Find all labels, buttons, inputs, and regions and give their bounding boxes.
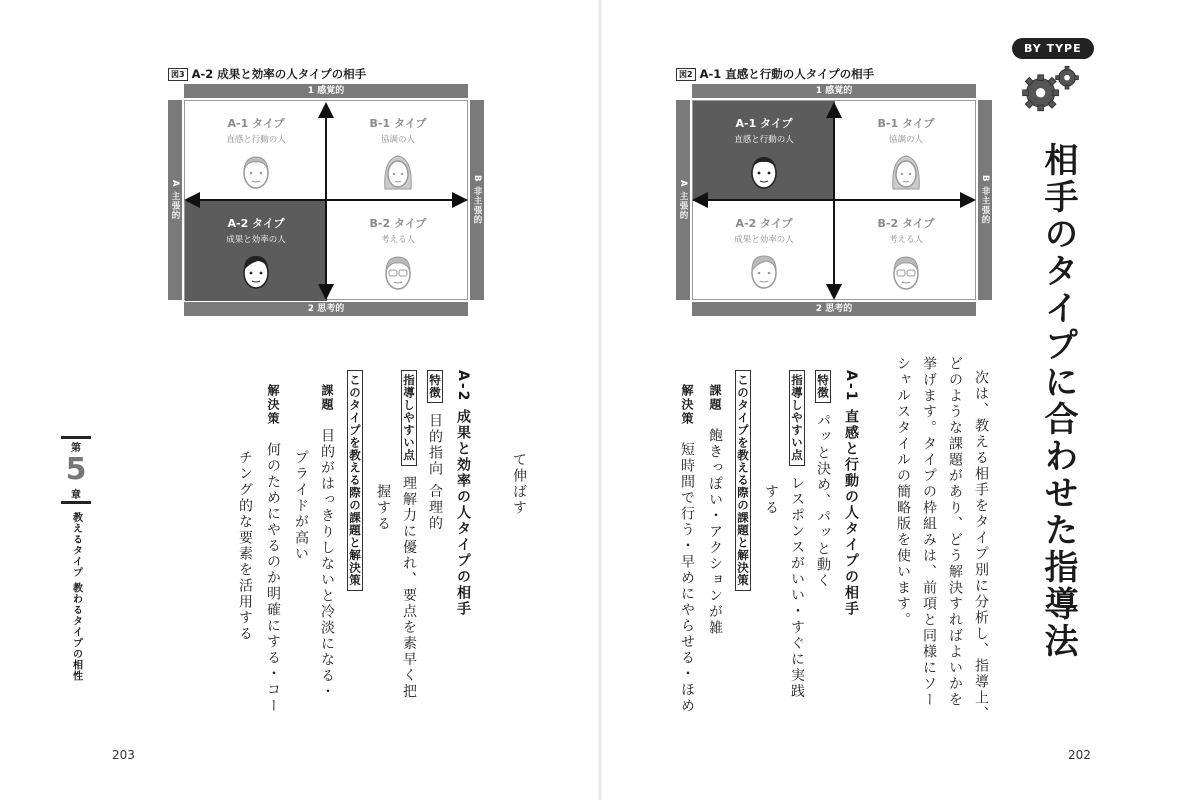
quadrant-a1-name-2: A-1 タイプ	[735, 117, 793, 130]
axis-left-band-2	[676, 100, 690, 300]
quadrant-b2-name-2: B-2 タイプ	[877, 217, 935, 230]
axes-arrows	[184, 100, 468, 300]
figure-3-caption-text: A-2 成果と効率の人タイプの相手	[191, 67, 367, 81]
guide-label-a2: 指導しやすい点	[401, 370, 417, 466]
intro-line-2: どのような課題があり、どう解決すればよいかを	[947, 356, 963, 708]
axis-right-label: B 非主張的	[472, 175, 482, 225]
issue-box-a2-label: このタイプを教える際の課題と解決策	[347, 370, 363, 591]
feature-label-a1: 特徴	[815, 370, 831, 403]
guide-row-a1	[786, 370, 808, 700]
page-gutter	[598, 0, 602, 800]
quadrant-a1-desc-2: 直感と行動の人	[734, 135, 794, 145]
issue-row-a2	[316, 384, 338, 700]
axis-right-label-2: B 非主張的	[980, 175, 990, 225]
solution-text-a1: 短時間で行う・早めにやらせる・ほめ	[679, 442, 695, 714]
quadrant-b2-desc-2: 考える人	[888, 235, 923, 245]
solution-row-a2	[262, 384, 284, 714]
section-heading-a2-text: A-2 成果と効率の人タイプの相手	[455, 370, 471, 618]
guide-text-a1-cont: する	[763, 484, 779, 516]
quadrant-a1-desc: 直感と行動の人	[226, 135, 286, 145]
issue-row-a1	[704, 384, 726, 636]
chapter-tab	[56, 436, 96, 681]
quadrant-a2-name: A-2 タイプ	[227, 217, 285, 230]
continuation-text: て伸ばす	[511, 452, 527, 516]
section-heading-a2	[452, 370, 474, 617]
section-heading-a1-text: A-1 直感と行動の人タイプの相手	[843, 370, 859, 618]
quadrant-a2-desc-2: 成果と効率の人	[734, 235, 794, 245]
axis-top-label-2: 1 感覚的	[692, 84, 976, 98]
axis-right-band-2	[978, 100, 992, 300]
quadrant-b2-name: B-2 タイプ	[369, 217, 427, 230]
feature-row-a1	[812, 370, 834, 589]
axis-bottom-label: 2 思考的	[184, 302, 468, 316]
feature-label-a2: 特徴	[427, 370, 443, 403]
issue-box-a1-label: このタイプを教える際の課題と解決策	[735, 370, 751, 591]
quadrant-b2-desc: 考える人	[380, 235, 415, 245]
chapter-rule-bottom	[61, 501, 91, 504]
solution-row-a1	[676, 384, 698, 714]
page-number-right: 202	[1068, 748, 1091, 762]
figure-3	[168, 66, 486, 326]
chapter-number: 5	[65, 452, 87, 487]
feature-text-a1: パッと決め、パッと動く	[815, 413, 831, 589]
axis-left-label: A 主張的	[170, 179, 180, 221]
figure-3-caption	[168, 66, 366, 82]
section-heading-a1	[840, 370, 862, 617]
axis-left-label-2: A 主張的	[678, 179, 688, 221]
issue-text-a2: 目的がはっきりしないと冷淡になる・	[319, 428, 335, 700]
solution-label-a1: 解決策	[680, 384, 694, 426]
figure-2-number: 図2	[676, 68, 696, 81]
figure-2	[676, 66, 994, 326]
quadrant-a1-name: A-1 タイプ	[227, 117, 285, 130]
guide-row-a2	[398, 370, 420, 700]
guide-text-a1: レスポンスがいい・すぐに実践	[789, 475, 805, 700]
figure-3-number: 図3	[168, 68, 188, 81]
axis-right-band	[470, 100, 484, 300]
feature-row-a2	[424, 370, 446, 531]
solution-text-a2-cont: チング的な要素を活用する	[237, 450, 253, 642]
chapter-sho: 章	[71, 490, 81, 501]
axis-bottom-label-2: 2 思考的	[692, 302, 976, 316]
intro-line-3: 挙げます。タイプの枠組みは、前項と同様にソー	[921, 356, 937, 708]
guide-label-a1: 指導しやすい点	[789, 370, 805, 466]
guide-text-a2: 理解力に優れ、要点を素早く把	[401, 475, 417, 700]
issue-text-a1: 飽きっぽい・アクションが雑	[707, 428, 723, 636]
page-title: 相手のタイプに合わせた指導法	[1038, 142, 1078, 660]
quadrant-a2-desc: 成果と効率の人	[226, 235, 286, 245]
issue-box-a2	[344, 370, 366, 591]
solution-label-a2: 解決策	[266, 384, 280, 426]
quadrant-b1-desc-2: 協調の人	[888, 135, 923, 145]
by-type-badge: BY TYPE	[1012, 38, 1094, 59]
page-number-left: 203	[112, 748, 135, 762]
issue-text-a2-cont: プライドが高い	[293, 450, 309, 562]
figure-2-caption-text: A-1 直感と行動の人タイプの相手	[699, 67, 875, 81]
chapter-title: 教えるタイプ 教わるタイプの相性	[70, 512, 82, 682]
gears-icon	[1018, 60, 1084, 118]
issue-label-a1: 課題	[708, 384, 722, 412]
solution-text-a2: 何のためにやるのか明確にする・コー	[265, 442, 281, 714]
feature-text-a2: 目的指向 合理的	[427, 413, 443, 532]
issue-label-a2: 課題	[320, 384, 334, 412]
axis-top-label: 1 感覚的	[184, 84, 468, 98]
axes-arrows-2	[692, 100, 976, 300]
quadrant-b1-desc: 協調の人	[380, 135, 415, 145]
quadrant-b1-name-2: B-1 タイプ	[877, 117, 935, 130]
chapter-dai: 第	[71, 443, 81, 454]
intro-line-4: シャルスタイルの簡略版を使います。	[895, 356, 911, 628]
quadrant-b1-name: B-1 タイプ	[369, 117, 427, 130]
axis-left-band	[168, 100, 182, 300]
issue-box-a1	[732, 370, 754, 591]
quadrant-a2-name-2: A-2 タイプ	[735, 217, 793, 230]
figure-2-caption	[676, 66, 874, 82]
intro-line-1: 次は、教える相手をタイプ別に分析し、指導上、	[973, 370, 989, 722]
guide-text-a2-cont: 握する	[375, 484, 391, 532]
